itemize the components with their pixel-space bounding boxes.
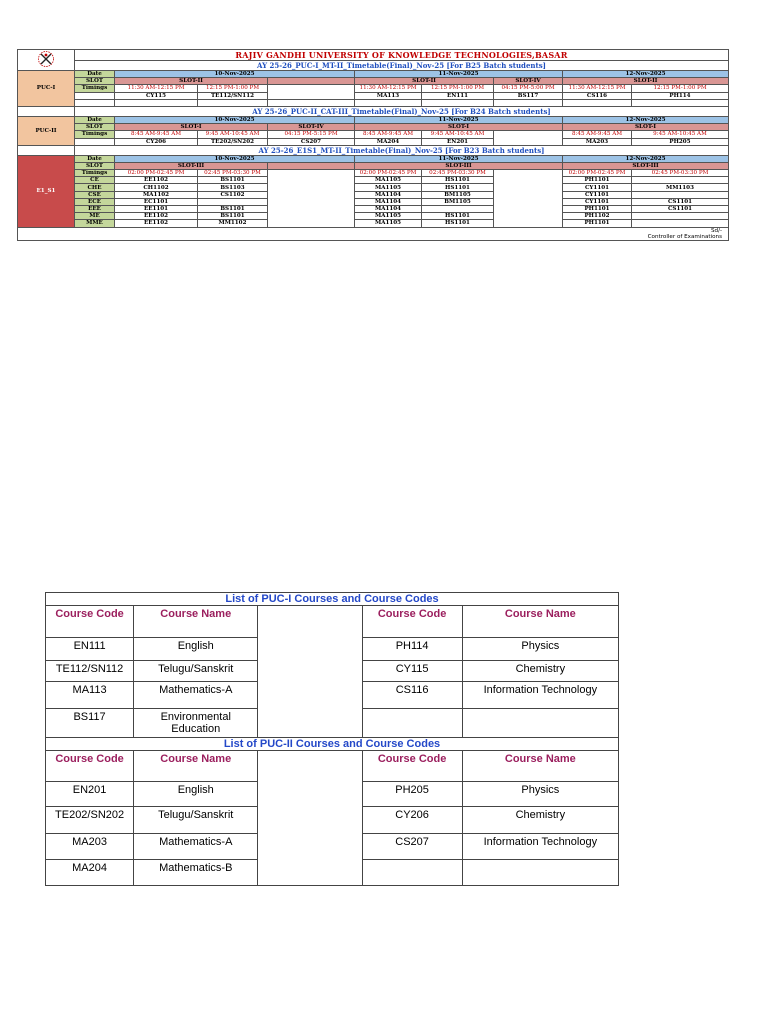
timing: 02:45 PM-03:30 PM [422,170,494,177]
course-code-header: Course Code [362,751,462,782]
branch-label: EEE [75,206,115,213]
puc1-timetable-heading: AY 25-26_PUC-I_MT-II_Timetable(Final)_Nov-25 [For B25 Batch students] [75,61,729,71]
timings-label: Timings [75,131,115,138]
course-name: Mathematics-A [134,834,258,860]
timing: 02:00 PM-02:45 PM [563,170,632,177]
university-emblem-icon [36,50,56,68]
branch-label: CHE [75,184,115,191]
course-name-header: Course Name [462,606,618,638]
timing: 8:45 AM-9:45 AM [563,131,632,138]
course-code [632,220,729,227]
puc2-slot: SLOT-I [115,124,268,131]
exam-timetable [17,49,729,241]
timing: 02:00 PM-02:45 PM [355,170,422,177]
course-code: BM1105 [422,198,494,205]
course-code: PH205 [362,782,462,807]
branch-row [18,206,729,213]
course-code: PH114 [362,638,462,661]
timing: 8:45 AM-9:45 AM [115,131,198,138]
course-code: MA204 [46,860,134,886]
timing: 12:15 PM-1:00 PM [632,85,729,92]
course-code: BS1101 [198,177,268,184]
empty-cell [494,170,563,228]
course-name [462,860,618,886]
timing: 04:15 PM-5:00 PM [494,85,563,92]
course-code-header: Course Code [46,751,134,782]
puc1-slot: SLOT-IV [494,78,563,85]
empty-cell [75,138,115,145]
course-code: PH1101 [563,177,632,184]
puc2-course-list-title: List of PUC-II Courses and Course Codes [46,738,619,751]
puc1-slot: SLOT-II [563,78,729,85]
branch-label: MME [75,220,115,227]
branch-row [18,184,729,191]
course-code: TE112/SN112 [46,661,134,682]
university-logo [18,50,75,71]
date-label: Date [75,71,115,78]
course-code: EN111 [422,92,494,99]
course-code: MA1104 [355,191,422,198]
course-code: MA203 [46,834,134,860]
course-code: PH205 [632,138,729,145]
branch-row [18,198,729,205]
course-list-table [45,592,619,886]
course-code: EN201 [422,138,494,145]
empty-cell [75,92,115,99]
course-code: CY206 [362,807,462,834]
puc2-slot: SLOT-IV [268,124,355,131]
course-code [362,860,462,886]
course-code [362,709,462,738]
puc2-date-1: 10-Nov-2025 [115,116,355,123]
branch-row [18,177,729,184]
course-code: MA1105 [355,213,422,220]
empty-cell [268,162,355,169]
puc2-slot: SLOT-I [563,124,729,131]
course-code: CS116 [563,92,632,99]
date-label: Date [75,155,115,162]
course-code-header: Course Code [46,606,134,638]
course-code: CS1101 [632,206,729,213]
e1s1-date-3: 12-Nov-2025 [563,155,729,162]
date-label: Date [75,116,115,123]
puc1-course-list-title: List of PUC-I Courses and Course Codes [46,593,619,606]
e1s1-slot: SLOT-III [115,162,268,169]
empty-cell [258,751,362,886]
course-code: CS1102 [198,191,268,198]
course-code [632,191,729,198]
empty-cell [494,131,563,145]
puc2-timetable-heading: AY 25-26_PUC-II_CAT-III_Timetable(Final)_Nov-25 [For B24 Batch students] [75,106,729,116]
course-code: EE1102 [115,220,198,227]
course-code: HS1101 [422,220,494,227]
branch-label: ME [75,213,115,220]
course-name-header: Course Name [134,606,258,638]
course-code: HS1101 [422,184,494,191]
branch-label: CE [75,177,115,184]
empty-cell [258,606,362,738]
course-name: Information Technology [462,834,618,860]
course-code: EE1102 [115,213,198,220]
course-code: CY1101 [563,184,632,191]
puc2-slot: SLOT-I [355,124,563,131]
timing: 8:45 AM-9:45 AM [355,131,422,138]
slot-label: SLOT [75,162,115,169]
course-code [198,198,268,205]
course-code: EE1101 [115,206,198,213]
e1s1-timetable-heading: AY 25-26_E1S1_MT-II_Timetable(Final)_Nov-25 [For B23 Batch students] [75,145,729,155]
course-code: TE112/SN112 [198,92,268,99]
course-code: MA203 [563,138,632,145]
course-code [632,213,729,220]
course-code: MM1103 [632,184,729,191]
course-name: Physics [462,782,618,807]
course-name-header: Course Name [462,751,618,782]
timing: 9:45 AM-10:45 AM [422,131,494,138]
slot-label: SLOT [75,124,115,131]
course-code-header: Course Code [362,606,462,638]
branch-row [18,213,729,220]
puc1-group-label: PUC-I [18,71,75,107]
course-code: CH1102 [115,184,198,191]
puc1-date-2: 11-Nov-2025 [355,71,563,78]
timing: 04:15 PM-5:15 PM [268,131,355,138]
course-code: MA204 [355,138,422,145]
puc1-slot: SLOT-II [355,78,494,85]
course-code: MA1105 [355,177,422,184]
course-code: BM1105 [422,191,494,198]
timing: 9:45 AM-10:45 AM [198,131,268,138]
course-code: BS1103 [198,184,268,191]
course-name [462,709,618,738]
empty-cell [268,78,355,85]
course-code: BS117 [46,709,134,738]
course-code: MA1104 [355,198,422,205]
course-code: MA1105 [355,184,422,191]
course-code [422,206,494,213]
course-code: BS1101 [198,206,268,213]
course-code: MA113 [46,682,134,709]
course-name: Chemistry [462,661,618,682]
branch-row [18,220,729,227]
course-name: Mathematics-B [134,860,258,886]
slot-label: SLOT [75,78,115,85]
course-name: Telugu/Sanskrit [134,807,258,834]
timing: 11:30 AM-12:15 PM [563,85,632,92]
course-code: TE202/SN202 [46,807,134,834]
branch-row [18,191,729,198]
course-code: BS1101 [198,213,268,220]
timing: 02:45 PM-03:30 PM [198,170,268,177]
course-name: English [134,638,258,661]
course-code: CY1101 [563,191,632,198]
timing: 12:15 PM-1:00 PM [422,85,494,92]
puc2-date-3: 12-Nov-2025 [563,116,729,123]
course-code: CS1101 [632,198,729,205]
puc1-slot: SLOT-II [115,78,268,85]
puc2-date-2: 11-Nov-2025 [355,116,563,123]
branch-label: CSE [75,191,115,198]
course-code: EN201 [46,782,134,807]
timing: 11:30 AM-12:15 PM [115,85,198,92]
e1s1-slot: SLOT-III [355,162,563,169]
timing: 11:30 AM-12:15 PM [355,85,422,92]
course-code: MA1105 [355,220,422,227]
course-code: PH114 [632,92,729,99]
university-name: RAJIV GANDHI UNIVERSITY OF KNOWLEDGE TECHNOLOGIES,BASAR [75,50,729,61]
course-name: Environmental Education [134,709,258,738]
timings-label: Timings [75,85,115,92]
e1s1-slot: SLOT-III [563,162,729,169]
course-code: PH1102 [563,213,632,220]
e1s1-date-2: 11-Nov-2025 [355,155,563,162]
course-code: MA113 [355,92,422,99]
course-code: CS207 [362,834,462,860]
course-code: TE202/SN202 [198,138,268,145]
course-name: English [134,782,258,807]
course-name: Telugu/Sanskrit [134,661,258,682]
course-code: PH1101 [563,206,632,213]
course-name: Chemistry [462,807,618,834]
e1s1-group-label: E1_S1 [18,155,75,227]
course-name: Physics [462,638,618,661]
course-code: HS1101 [422,177,494,184]
course-code: CY115 [362,661,462,682]
course-name: Information Technology [462,682,618,709]
course-code: CS207 [268,138,355,145]
controller-of-examinations: Controller of Examinations [18,234,729,241]
timing: 9:45 AM-10:45 AM [632,131,729,138]
course-code: EE1102 [115,177,198,184]
signature-sd: Sd/- [18,227,729,234]
course-name-header: Course Name [134,751,258,782]
course-name: Mathematics-A [134,682,258,709]
course-code: MM1102 [198,220,268,227]
course-code: BS117 [494,92,563,99]
course-code: CY1101 [563,198,632,205]
course-code: HS1101 [422,213,494,220]
timing: 12:15 PM-1:00 PM [198,85,268,92]
branch-label: ECE [75,198,115,205]
empty-cell [268,85,355,99]
puc1-date-1: 10-Nov-2025 [115,71,355,78]
course-code: EN111 [46,638,134,661]
course-code: CY206 [115,138,198,145]
course-code: MA1102 [115,191,198,198]
timing: 02:00 PM-02:45 PM [115,170,198,177]
timing: 02:45 PM-03:30 PM [632,170,729,177]
course-code: EC1101 [115,198,198,205]
course-code [632,177,729,184]
course-code: CY115 [115,92,198,99]
course-code: PH1101 [563,220,632,227]
e1s1-date-1: 10-Nov-2025 [115,155,355,162]
course-code: MA1104 [355,206,422,213]
course-code: CS116 [362,682,462,709]
puc2-group-label: PUC-II [18,116,75,145]
empty-cell [268,170,355,228]
puc1-date-3: 12-Nov-2025 [563,71,729,78]
timings-label: Timings [75,170,115,177]
